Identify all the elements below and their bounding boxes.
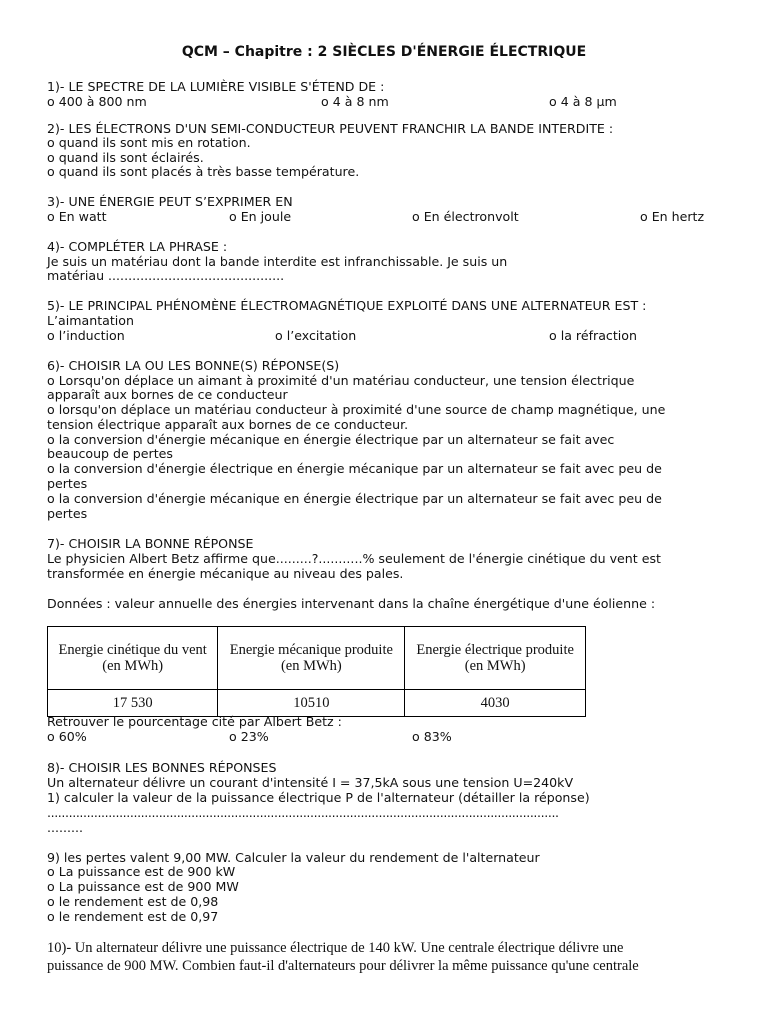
page-title: QCM – Chapitre : 2 SIÈCLES D'ÉNERGIE ÉLECTRIQUE: [181, 44, 587, 60]
question-10-line-1: 10)- Un alternateur délivre une puissance électrique de 140 kW. Une centrale électrique délivre une: [47, 940, 624, 956]
q2-option-2: o quand ils sont éclairés.: [47, 150, 204, 165]
question-6: 6)- CHOISIR LA OU LES BONNE(S) RÉPONSE(S): [47, 358, 340, 373]
q2-option-1: o quand ils sont mis en rotation.: [47, 135, 251, 150]
q3-option-1: o En watt: [47, 209, 107, 224]
table-cell: 10510: [218, 690, 405, 717]
q1-option-1: o 400 à 800 nm: [47, 94, 147, 109]
table-header-row: [48, 627, 586, 690]
table-header-cell: Energie cinétique du vent (en MWh): [48, 627, 218, 690]
question-4: 4)- COMPLÉTER LA PHRASE :: [47, 239, 228, 254]
question-8: 8)- CHOISIR LES BONNES RÉPONSES: [47, 760, 277, 775]
q6-line-9: o la conversion d'énergie mécanique en énergie électrique par un alternateur se fait avec peu de: [47, 491, 662, 506]
q6-line-2: apparaît aux bornes de ce conducteur: [47, 387, 288, 402]
q9-option-1: o La puissance est de 900 kW: [47, 864, 236, 879]
q7-option-3: o 83%: [412, 729, 452, 744]
q1-option-2: o 4 à 8 nm: [321, 94, 389, 109]
table-cell: 4030: [405, 690, 586, 717]
q9-option-4: o le rendement est de 0,97: [47, 909, 219, 924]
q5-option-1: L’aimantation: [47, 313, 134, 328]
table-header-cell: Energie électrique produite (en MWh): [405, 627, 586, 690]
q3-option-3: o En électronvolt: [412, 209, 519, 224]
q2-option-3: o quand ils sont placés à très basse température.: [47, 164, 360, 179]
q4-line-2: matériau ............................................: [47, 268, 285, 283]
q6-line-5: o la conversion d'énergie mécanique en énergie électrique par un alternateur se fait avec: [47, 432, 615, 447]
q7-retrouver: Retrouver le pourcentage cité par Albert Betz :: [47, 714, 342, 729]
q3-option-2: o En joule: [229, 209, 292, 224]
question-9: 9) les pertes valent 9,00 MW. Calculer la valeur du rendement de l'alternateur: [47, 850, 540, 865]
q3-option-4: o En hertz: [640, 209, 705, 224]
q7-option-1: o 60%: [47, 729, 87, 744]
q8-line-2: 1) calculer la valeur de la puissance électrique P de l'alternateur (détailler la réponse): [47, 790, 590, 805]
q5-option-2: o l’induction: [47, 328, 125, 343]
q6-line-6: beaucoup de pertes: [47, 446, 173, 461]
q6-line-4: tension électrique apparaît aux bornes de ce conducteur.: [47, 417, 409, 432]
energy-table: [47, 626, 586, 717]
q6-line-3: o lorsqu'on déplace un matériau conducteur à proximité d'une source de champ magnétique, une: [47, 402, 666, 417]
q9-option-2: o La puissance est de 900 MW: [47, 879, 239, 894]
q6-line-7: o la conversion d'énergie électrique en énergie mécanique par un alternateur se fait avec peu de: [47, 461, 662, 476]
q6-line-8: pertes: [47, 476, 88, 491]
q5-option-4: o la réfraction: [549, 328, 637, 343]
q6-line-10: pertes: [47, 506, 88, 521]
q8-answer-dots: ..............................................................................................................................................: [47, 805, 559, 820]
q7-line-1: Le physicien Albert Betz affirme que.........?...........% seulement de l'énergie cinétique du vent est: [47, 551, 661, 566]
q8-line-1: Un alternateur délivre un courant d'intensité I = 37,5kA sous une tension U=240kV: [47, 775, 574, 790]
table-row: [48, 690, 586, 717]
table-header-cell: Energie mécanique produite (en MWh): [218, 627, 405, 690]
question-2: 2)- LES ÉLECTRONS D'UN SEMI-CONDUCTEUR PEUVENT FRANCHIR LA BANDE INTERDITE :: [47, 121, 614, 136]
question-1: 1)- LE SPECTRE DE LA LUMIÈRE VISIBLE S'ÉTEND DE :: [47, 79, 385, 94]
question-7: 7)- CHOISIR LA BONNE RÉPONSE: [47, 536, 254, 551]
q4-line-1: Je suis un matériau dont la bande interdite est infranchissable. Je suis un: [47, 254, 508, 269]
q7-line-2: transformée en énergie mécanique au niveau des pales.: [47, 566, 404, 581]
question-3: 3)- UNE ÉNERGIE PEUT S’EXPRIMER EN: [47, 194, 293, 209]
question-5: 5)- LE PRINCIPAL PHÉNOMÈNE ÉLECTROMAGNÉTIQUE EXPLOITÉ DANS UNE ALTERNATEUR EST :: [47, 298, 647, 313]
q6-line-1: o Lorsqu'on déplace un aimant à proximité d'un matériau conducteur, une tension électrique: [47, 373, 635, 388]
q7-option-2: o 23%: [229, 729, 269, 744]
q8-answer-dots-2: .........: [47, 820, 84, 835]
table-cell: 17 530: [48, 690, 218, 717]
question-10-line-2: puissance de 900 MW. Combien faut-il d'alternateurs pour délivrer la même puissance qu'une centrale: [47, 958, 639, 974]
q7-donnees: Données : valeur annuelle des énergies intervenant dans la chaîne énergétique d'une éolienne :: [47, 596, 656, 611]
q9-option-3: o le rendement est de 0,98: [47, 894, 219, 909]
q1-option-3: o 4 à 8 µm: [549, 94, 617, 109]
q5-option-3: o l’excitation: [275, 328, 357, 343]
